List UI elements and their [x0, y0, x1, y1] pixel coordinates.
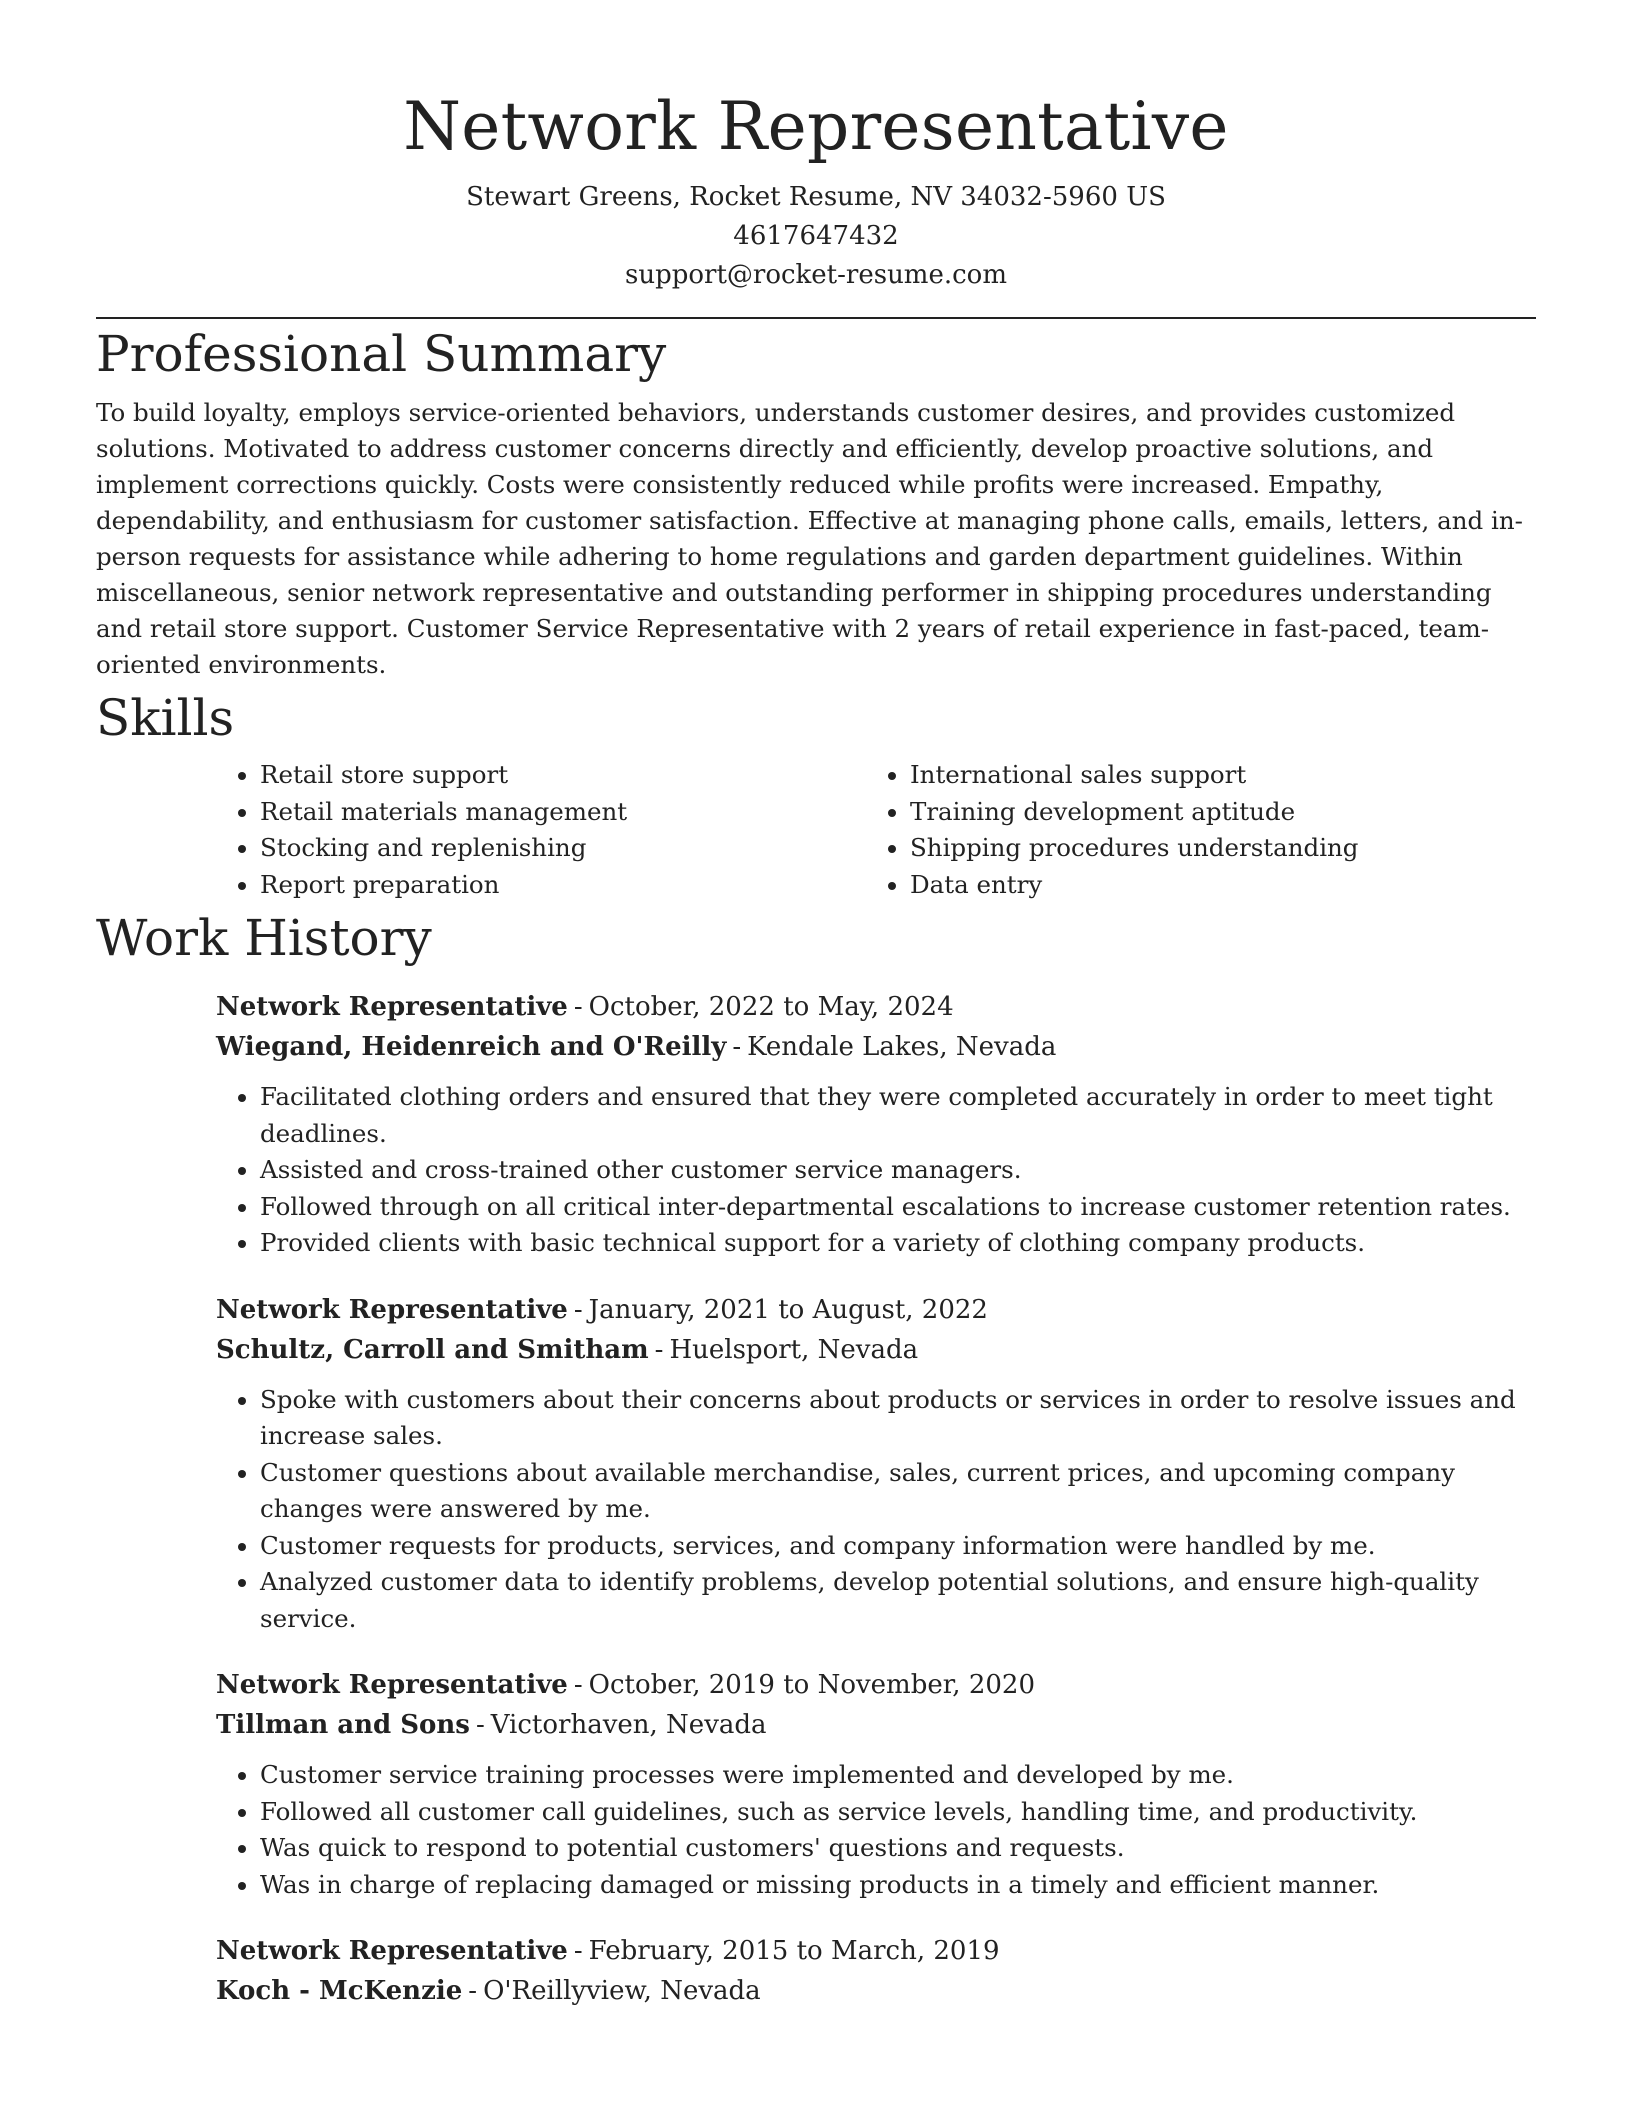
skill-item: • Data entry [910, 867, 1516, 904]
job-company: Schultz, Carroll and Smitham [216, 1334, 649, 1365]
separator: - [468, 1976, 478, 2006]
contact-address: Stewart Greens, Rocket Resume, NV 34032-5960 US [466, 182, 1166, 212]
job-title: Network Representative [216, 1936, 568, 1966]
job-bullets [216, 1757, 1536, 1903]
job-title-line [216, 1290, 1536, 1330]
skill-item: • Retail store support [260, 757, 866, 794]
skill-item: • Retail materials management [260, 794, 866, 831]
contact-block [96, 178, 1536, 295]
skill-item: • Report preparation [260, 867, 866, 904]
job-bullets [216, 1079, 1536, 1262]
skill-item: • International sales support [910, 757, 1516, 794]
separator: - [475, 1710, 485, 1740]
job-bullet: • Followed all customer call guidelines, such as service levels, handling time, and productivity. [260, 1794, 1536, 1831]
job-company-line [216, 1705, 1536, 1745]
job-bullet: • Customer service training processes were implemented and developed by me. [260, 1757, 1536, 1794]
job-bullet: • Was quick to respond to potential customers' questions and requests. [260, 1830, 1536, 1867]
skills-column-left [216, 757, 866, 903]
job-location: O'Reillyview, Nevada [483, 1976, 761, 2006]
separator: - [573, 1936, 583, 1966]
job-bullet: • Facilitated clothing orders and ensured that they were completed accurately in order to meet tight deadlines. [260, 1079, 1536, 1152]
job-location: Kendale Lakes, Nevada [747, 1032, 1057, 1062]
job-title: Network Representative [216, 1294, 568, 1325]
job-bullet: • Provided clients with basic technical support for a variety of clothing company products. [260, 1225, 1536, 1262]
job-bullets [216, 1382, 1536, 1638]
job-bullet: • Spoke with customers about their concerns about products or services in order to resolve issues and increase sales. [260, 1382, 1536, 1455]
job-dates: January, 2021 to August, 2022 [588, 1294, 988, 1325]
skills-section [96, 683, 1536, 903]
job-bullet: • Analyzed customer data to identify problems, develop potential solutions, and ensure high-quality service. [260, 1564, 1536, 1637]
job-title-line [216, 1931, 1536, 1971]
job-entry [216, 1665, 1536, 1903]
job-company: Tillman and Sons [216, 1710, 470, 1740]
separator: - [573, 1294, 583, 1325]
job-company: Koch - McKenzie [216, 1976, 463, 2006]
job-company-line [216, 1027, 1536, 1067]
job-bullet: • Customer questions about available merchandise, sales, current prices, and upcoming company changes were answered by me. [260, 1455, 1536, 1528]
job-bullet: • Followed through on all critical inter-departmental escalations to increase customer retention rates. [260, 1189, 1536, 1226]
skill-item: • Stocking and replenishing [260, 830, 866, 867]
job-bullet: • Was in charge of replacing damaged or missing products in a timely and efficient manner. [260, 1867, 1536, 1904]
skill-item: • Shipping procedures understanding [910, 830, 1516, 867]
separator: - [654, 1334, 664, 1365]
work-history-title: Work History [96, 909, 432, 967]
work-history-section [96, 903, 1536, 2011]
job-location: Huelsport, Nevada [669, 1334, 919, 1365]
resume-header [96, 0, 1536, 295]
candidate-name: Network Representative [403, 88, 1229, 165]
separator: - [732, 1032, 742, 1062]
skill-item: • Training development aptitude [910, 794, 1516, 831]
skills-column-right [866, 757, 1516, 903]
job-title: Network Representative [216, 1670, 568, 1700]
job-title: Network Representative [216, 992, 568, 1022]
job-entry [216, 1931, 1536, 2011]
job-company: Wiegand, Heidenreich and O'Reilly [216, 1032, 727, 1062]
job-dates: February, 2015 to March, 2019 [588, 1936, 1000, 1966]
job-entry [216, 987, 1536, 1262]
skills-columns [216, 757, 1536, 903]
contact-phone: 4617647432 [733, 221, 899, 251]
contact-email: support@rocket-resume.com [624, 260, 1007, 290]
job-dates: October, 2019 to November, 2020 [588, 1670, 1035, 1700]
separator: - [573, 1670, 583, 1700]
separator: - [573, 992, 583, 1022]
job-title-line [216, 1665, 1536, 1705]
job-entry [216, 1290, 1536, 1638]
job-bullet: • Customer requests for products, services, and company information were handled by me. [260, 1528, 1536, 1565]
summary-title: Professional Summary [96, 325, 667, 383]
job-company-line [216, 1330, 1536, 1370]
job-company-line [216, 1971, 1536, 2011]
job-bullet: • Assisted and cross-trained other customer service managers. [260, 1152, 1536, 1189]
job-dates: October, 2022 to May, 2024 [588, 992, 954, 1022]
job-location: Victorhaven, Nevada [490, 1710, 767, 1740]
skills-title: Skills [96, 689, 235, 747]
job-title-line [216, 987, 1536, 1027]
summary-section [96, 319, 1536, 683]
summary-text: To build loyalty, employs service-oriented behaviors, understands customer desires, and provides customized solutions. Motivated to address customer concerns directly and efficiently, develop proactive solutions, and implement corrections quickly. Costs were consistently reduced while profits were increased. Empathy, dependability, and enthusiasm for customer satisfaction. Effective at managing phone calls, emails, letters, and in-person requests for assistance while adhering to home regulations and garden department guidelines. Within miscellaneous, senior network representative and outstanding performer in shipping procedures understanding and retail store support. Customer Service Representative with 2 years of retail experience in fast-paced, team-oriented environments. [96, 398, 1523, 679]
